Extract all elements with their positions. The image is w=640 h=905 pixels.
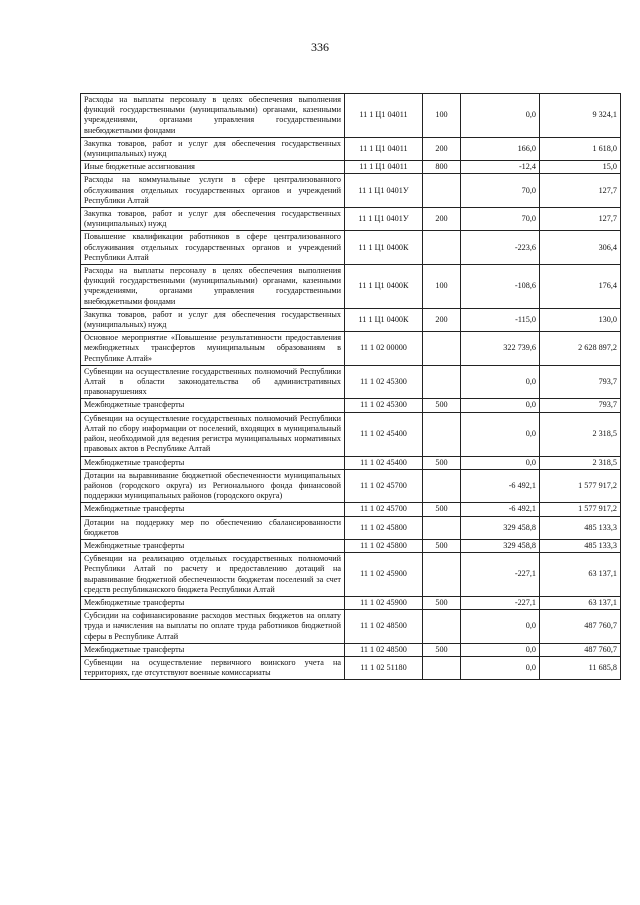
row-total-amount: 15,0 bbox=[540, 161, 621, 174]
row-target-code: 11 1 Ц1 04011 bbox=[345, 137, 423, 160]
row-target-code: 11 1 Ц1 0401У bbox=[345, 208, 423, 231]
budget-table-body bbox=[81, 94, 621, 680]
row-change-amount: 0,0 bbox=[461, 456, 540, 469]
row-description: Расходы на выплаты персоналу в целях обеспечения выполнения функций государственными (муниципальными) органами, казенными учреждениями, органами управления государственными внебюджетными фондами bbox=[81, 265, 345, 309]
row-total-amount: 63 137,1 bbox=[540, 553, 621, 597]
row-total-amount: 1 618,0 bbox=[540, 137, 621, 160]
table-row bbox=[81, 332, 621, 366]
table-row bbox=[81, 399, 621, 412]
row-target-code: 11 1 Ц1 0400К bbox=[345, 308, 423, 331]
row-expense-type: 100 bbox=[423, 94, 461, 138]
row-change-amount: -12,4 bbox=[461, 161, 540, 174]
row-target-code: 11 1 02 45300 bbox=[345, 365, 423, 399]
table-row bbox=[81, 365, 621, 399]
row-target-code: 11 1 02 45300 bbox=[345, 399, 423, 412]
table-row bbox=[81, 516, 621, 539]
row-description: Межбюджетные трансферты bbox=[81, 456, 345, 469]
table-row bbox=[81, 308, 621, 331]
row-change-amount: -227,1 bbox=[461, 553, 540, 597]
row-description: Расходы на выплаты персоналу в целях обеспечения выполнения функций государственными (муниципальными) органами, казенными учреждениями, органами управления государственными внебюджетными фондами bbox=[81, 94, 345, 138]
row-change-amount: -6 492,1 bbox=[461, 503, 540, 516]
row-total-amount: 793,7 bbox=[540, 365, 621, 399]
row-total-amount: 127,7 bbox=[540, 208, 621, 231]
page-number: 336 bbox=[311, 40, 329, 54]
row-description: Субвенции на осуществление первичного воинского учета на территориях, где отсутствуют военные комиссариаты bbox=[81, 656, 345, 679]
row-target-code: 11 1 Ц1 04011 bbox=[345, 94, 423, 138]
row-change-amount: -108,6 bbox=[461, 265, 540, 309]
row-target-code: 11 1 02 45800 bbox=[345, 539, 423, 552]
row-target-code: 11 1 Ц1 04011 bbox=[345, 161, 423, 174]
row-target-code: 11 1 02 48500 bbox=[345, 643, 423, 656]
row-expense-type bbox=[423, 553, 461, 597]
row-change-amount: 166,0 bbox=[461, 137, 540, 160]
row-target-code: 11 1 02 45700 bbox=[345, 503, 423, 516]
row-expense-type bbox=[423, 412, 461, 456]
row-description: Иные бюджетные ассигнования bbox=[81, 161, 345, 174]
row-expense-type bbox=[423, 365, 461, 399]
row-target-code: 11 1 02 45400 bbox=[345, 412, 423, 456]
row-change-amount: 0,0 bbox=[461, 94, 540, 138]
row-description: Расходы на коммунальные услуги в сфере централизованного обслуживания отдельных государственных органов и учреждений Республики Алтай bbox=[81, 174, 345, 208]
row-target-code: 11 1 Ц1 0400К bbox=[345, 265, 423, 309]
row-expense-type: 500 bbox=[423, 456, 461, 469]
row-expense-type bbox=[423, 231, 461, 265]
row-total-amount: 487 760,7 bbox=[540, 610, 621, 644]
row-change-amount: 70,0 bbox=[461, 174, 540, 208]
table-row bbox=[81, 643, 621, 656]
row-description: Основное мероприятие «Повышение результативности предоставления межбюджетных трансфертов муниципальным образованиям в Республике Алтай» bbox=[81, 332, 345, 366]
table-row bbox=[81, 174, 621, 208]
row-total-amount: 176,4 bbox=[540, 265, 621, 309]
row-target-code: 11 1 02 45800 bbox=[345, 516, 423, 539]
row-total-amount: 9 324,1 bbox=[540, 94, 621, 138]
row-expense-type bbox=[423, 610, 461, 644]
table-row bbox=[81, 656, 621, 679]
table-row bbox=[81, 539, 621, 552]
row-total-amount: 130,0 bbox=[540, 308, 621, 331]
row-expense-type: 500 bbox=[423, 643, 461, 656]
row-expense-type: 200 bbox=[423, 137, 461, 160]
row-total-amount: 306,4 bbox=[540, 231, 621, 265]
budget-table bbox=[80, 93, 621, 680]
row-description: Межбюджетные трансферты bbox=[81, 503, 345, 516]
row-total-amount: 2 318,5 bbox=[540, 456, 621, 469]
row-target-code: 11 1 Ц1 0401У bbox=[345, 174, 423, 208]
row-description: Закупка товаров, работ и услуг для обеспечения государственных (муниципальных) нужд bbox=[81, 208, 345, 231]
row-target-code: 11 1 Ц1 0400К bbox=[345, 231, 423, 265]
row-target-code: 11 1 02 45400 bbox=[345, 456, 423, 469]
row-change-amount: 0,0 bbox=[461, 365, 540, 399]
row-description: Повышение квалификации работников в сфере централизованного обслуживания отдельных государственных органов и учреждений Республики Алтай bbox=[81, 231, 345, 265]
row-description: Межбюджетные трансферты bbox=[81, 399, 345, 412]
row-expense-type bbox=[423, 332, 461, 366]
table-row bbox=[81, 456, 621, 469]
row-total-amount: 127,7 bbox=[540, 174, 621, 208]
row-total-amount: 485 133,3 bbox=[540, 516, 621, 539]
row-expense-type: 800 bbox=[423, 161, 461, 174]
row-expense-type: 500 bbox=[423, 539, 461, 552]
row-change-amount: 0,0 bbox=[461, 399, 540, 412]
row-total-amount: 1 577 917,2 bbox=[540, 503, 621, 516]
row-description: Межбюджетные трансферты bbox=[81, 596, 345, 609]
row-description: Субвенции на реализацию отдельных государственных полномочий Республики Алтай по расчету и предоставлению дотаций на выравнивание бюджетной обеспеченности бюджетам поселений за счет средств республиканского бюджета Республики Алтай bbox=[81, 553, 345, 597]
row-total-amount: 1 577 917,2 bbox=[540, 469, 621, 503]
row-total-amount: 793,7 bbox=[540, 399, 621, 412]
row-change-amount: -115,0 bbox=[461, 308, 540, 331]
table-row bbox=[81, 610, 621, 644]
row-change-amount: 70,0 bbox=[461, 208, 540, 231]
row-total-amount: 11 685,8 bbox=[540, 656, 621, 679]
row-description: Дотации на поддержку мер по обеспечению сбалансированности бюджетов bbox=[81, 516, 345, 539]
row-target-code: 11 1 02 48500 bbox=[345, 610, 423, 644]
row-expense-type: 200 bbox=[423, 308, 461, 331]
table-row bbox=[81, 137, 621, 160]
table-row bbox=[81, 161, 621, 174]
row-change-amount: 322 739,6 bbox=[461, 332, 540, 366]
row-change-amount: 329 458,8 bbox=[461, 516, 540, 539]
row-total-amount: 487 760,7 bbox=[540, 643, 621, 656]
table-row bbox=[81, 469, 621, 503]
row-target-code: 11 1 02 45900 bbox=[345, 596, 423, 609]
table-row bbox=[81, 553, 621, 597]
table-row bbox=[81, 94, 621, 138]
row-description: Дотации на выравнивание бюджетной обеспеченности муниципальных районов (городского округа) из Регионального фонда финансовой поддержки муниципальных районов (городского округа) bbox=[81, 469, 345, 503]
table-row bbox=[81, 503, 621, 516]
row-target-code: 11 1 02 45700 bbox=[345, 469, 423, 503]
row-expense-type bbox=[423, 516, 461, 539]
row-description: Закупка товаров, работ и услуг для обеспечения государственных (муниципальных) нужд bbox=[81, 308, 345, 331]
row-total-amount: 485 133,3 bbox=[540, 539, 621, 552]
row-change-amount: 0,0 bbox=[461, 656, 540, 679]
row-description: Межбюджетные трансферты bbox=[81, 539, 345, 552]
row-expense-type: 200 bbox=[423, 208, 461, 231]
row-change-amount: 0,0 bbox=[461, 610, 540, 644]
row-description: Закупка товаров, работ и услуг для обеспечения государственных (муниципальных) нужд bbox=[81, 137, 345, 160]
row-description: Межбюджетные трансферты bbox=[81, 643, 345, 656]
row-change-amount: -223,6 bbox=[461, 231, 540, 265]
row-target-code: 11 1 02 45900 bbox=[345, 553, 423, 597]
row-change-amount: -227,1 bbox=[461, 596, 540, 609]
table-row bbox=[81, 412, 621, 456]
row-description: Субвенции на осуществление государственных полномочий Республики Алтай по сбору информации от поселений, входящих в муниципальный район, необходимой для ведения регистра муниципальных нормативных правовых актов в Республике Алтай bbox=[81, 412, 345, 456]
row-target-code: 11 1 02 51180 bbox=[345, 656, 423, 679]
row-expense-type bbox=[423, 469, 461, 503]
row-target-code: 11 1 02 00000 bbox=[345, 332, 423, 366]
row-change-amount: -6 492,1 bbox=[461, 469, 540, 503]
table-row bbox=[81, 231, 621, 265]
row-description: Субвенции на осуществление государственных полномочий Республики Алтай в области законодательства об административных правонарушениях bbox=[81, 365, 345, 399]
row-change-amount: 0,0 bbox=[461, 412, 540, 456]
row-total-amount: 63 137,1 bbox=[540, 596, 621, 609]
row-expense-type: 100 bbox=[423, 265, 461, 309]
row-expense-type bbox=[423, 174, 461, 208]
row-description: Субсидии на софинансирование расходов местных бюджетов на оплату труда и начисления на выплаты по оплате труда работников бюджетной сферы в Республике Алтай bbox=[81, 610, 345, 644]
row-expense-type: 500 bbox=[423, 596, 461, 609]
row-total-amount: 2 318,5 bbox=[540, 412, 621, 456]
row-expense-type: 500 bbox=[423, 399, 461, 412]
table-row bbox=[81, 208, 621, 231]
row-expense-type bbox=[423, 656, 461, 679]
row-total-amount: 2 628 897,2 bbox=[540, 332, 621, 366]
row-expense-type: 500 bbox=[423, 503, 461, 516]
row-change-amount: 0,0 bbox=[461, 643, 540, 656]
row-change-amount: 329 458,8 bbox=[461, 539, 540, 552]
table-row bbox=[81, 596, 621, 609]
table-row bbox=[81, 265, 621, 309]
